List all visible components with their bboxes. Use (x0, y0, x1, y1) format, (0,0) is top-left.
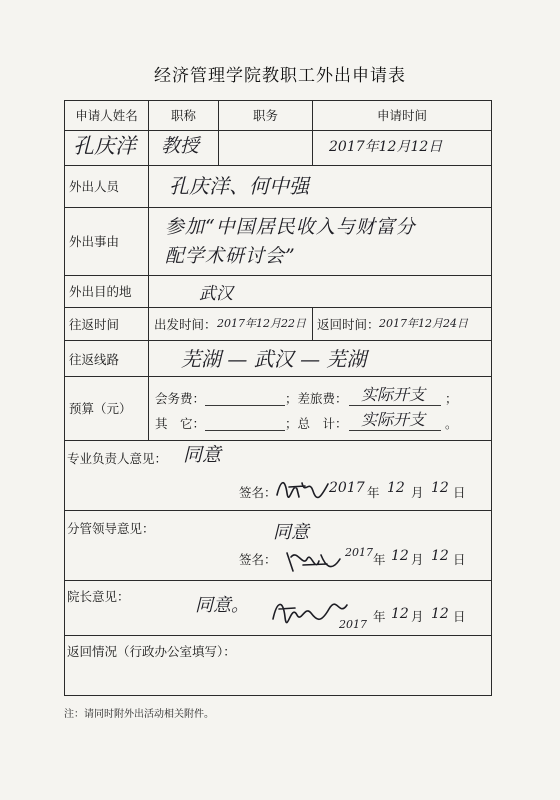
budget-label: 预算（元） (69, 401, 132, 416)
reason-handwritten-line2: 配学术研讨会” (165, 245, 296, 267)
budget-row (65, 377, 492, 441)
division-leader-year: 2017 (345, 546, 373, 559)
budget-line1-end: ； (445, 391, 458, 406)
division-leader-day: 12 (431, 548, 449, 564)
total-label: ；总 计： (285, 416, 348, 431)
travelers-handwritten: 孔庆洋、何中强 (169, 174, 309, 198)
major-head-day: 12 (431, 480, 449, 496)
budget-label-cell (65, 377, 149, 441)
reason-label-cell (65, 208, 149, 276)
schedule-label: 往返时间 (69, 317, 120, 332)
reason-value-cell (149, 208, 492, 276)
return-status-cell (65, 636, 492, 696)
application-table (64, 100, 492, 696)
applicant-rank-cell (149, 131, 219, 166)
division-leader-opinion-handwritten: 同意 (273, 522, 309, 543)
depart-date-handwritten: 2017年12月22日 (217, 317, 306, 330)
applicant-rank-handwritten: 教授 (161, 135, 200, 157)
depart-cell (149, 308, 313, 341)
header-row (65, 101, 492, 131)
major-head-month-unit: 月 (411, 485, 424, 500)
return-status-label: 返回情况（行政办公室填写）： (67, 644, 236, 659)
return-date-handwritten: 2017年12月24日 (379, 317, 468, 330)
travelers-value-cell (149, 166, 492, 208)
reason-handwritten-line1: 参加“中国居民收入与财富分 (165, 216, 416, 238)
travelers-label: 外出人员 (69, 179, 120, 194)
signature-2 (283, 547, 345, 575)
division-leader-sign-label: 签名： (239, 552, 277, 567)
applicant-row (65, 131, 492, 166)
division-leader-day-unit: 日 (453, 552, 466, 567)
destination-handwritten: 武汉 (199, 284, 233, 304)
dean-cell (65, 581, 492, 636)
total-blank (349, 430, 441, 431)
total-handwritten: 实际开支 (361, 410, 426, 429)
header-position: 职务 (252, 108, 278, 123)
division-leader-label: 分管领导意见： (67, 521, 155, 536)
reason-row (65, 208, 492, 276)
travelers-row (65, 166, 492, 208)
depart-label: 出发时间： (154, 317, 217, 332)
header-cell (149, 101, 219, 131)
applicant-name-handwritten: 孔庆洋 (73, 134, 136, 158)
destination-label-cell (65, 276, 149, 308)
major-head-opinion-handwritten: 同意 (183, 444, 222, 466)
return-cell (313, 308, 492, 341)
major-head-label: 专业负责人意见： (67, 451, 168, 466)
division-leader-month: 12 (391, 548, 409, 564)
header-apply-date: 申请时间 (376, 108, 427, 123)
travel-fee-blank (349, 405, 441, 406)
dean-month: 12 (391, 606, 409, 622)
route-label-cell (65, 341, 149, 377)
division-leader-row (65, 511, 492, 581)
division-leader-year-unit: 年 (373, 552, 386, 567)
major-head-row (65, 441, 492, 511)
major-head-day-unit: 日 (453, 485, 466, 500)
route-label: 往返线路 (69, 352, 120, 367)
header-cell (65, 101, 149, 131)
division-leader-cell (65, 511, 492, 581)
travelers-label-cell (65, 166, 149, 208)
other-fee-blank (205, 430, 285, 431)
applicant-date-cell (313, 131, 492, 166)
schedule-label-cell (65, 308, 149, 341)
applicant-position-cell (219, 131, 313, 166)
dean-day-unit: 日 (453, 609, 466, 624)
dean-label: 院长意见： (67, 589, 130, 604)
dean-year: 2017 (339, 618, 367, 631)
route-handwritten: 芜湖 — 武汉 — 芜湖 (181, 347, 367, 371)
dean-row (65, 581, 492, 636)
destination-label: 外出目的地 (69, 284, 132, 299)
return-label: 返回时间： (317, 317, 380, 332)
header-cell (219, 101, 313, 131)
reason-label: 外出事由 (69, 234, 120, 249)
applicant-name-cell (65, 131, 149, 166)
dean-day: 12 (431, 606, 449, 622)
travel-fee-label: ；差旅费： (285, 391, 348, 406)
major-head-month: 12 (387, 480, 405, 496)
other-fee-label: 其 它： (155, 416, 206, 431)
signature-1 (275, 475, 331, 501)
schedule-row (65, 308, 492, 341)
budget-value-cell (149, 377, 492, 441)
signature-3 (269, 595, 349, 629)
route-row (65, 341, 492, 377)
apply-date-handwritten: 2017年12月12日 (329, 139, 443, 155)
dean-year-unit: 年 (373, 609, 386, 624)
division-leader-month-unit: 月 (411, 552, 424, 567)
dean-opinion-handwritten: 同意。 (195, 595, 249, 616)
major-head-year: 2017 (329, 480, 365, 496)
destination-value-cell (149, 276, 492, 308)
major-head-sign-label: 签名： (239, 485, 277, 500)
header-cell (313, 101, 492, 131)
conference-fee-blank (205, 405, 285, 406)
route-value-cell (149, 341, 492, 377)
return-status-row (65, 636, 492, 696)
major-head-cell (65, 441, 492, 511)
header-applicant-name: 申请人姓名 (75, 108, 138, 123)
travel-fee-handwritten: 实际开支 (361, 385, 426, 404)
footer-note: 注：请同时附外出活动相关附件。 (64, 709, 214, 720)
conference-fee-label: 会务费： (155, 391, 206, 406)
form-title: 经济管理学院教职工外出申请表 (154, 66, 406, 86)
dean-month-unit: 月 (411, 609, 424, 624)
header-rank: 职称 (170, 108, 196, 123)
destination-row (65, 276, 492, 308)
major-head-year-unit: 年 (367, 485, 380, 500)
budget-line2-end: 。 (445, 416, 458, 431)
